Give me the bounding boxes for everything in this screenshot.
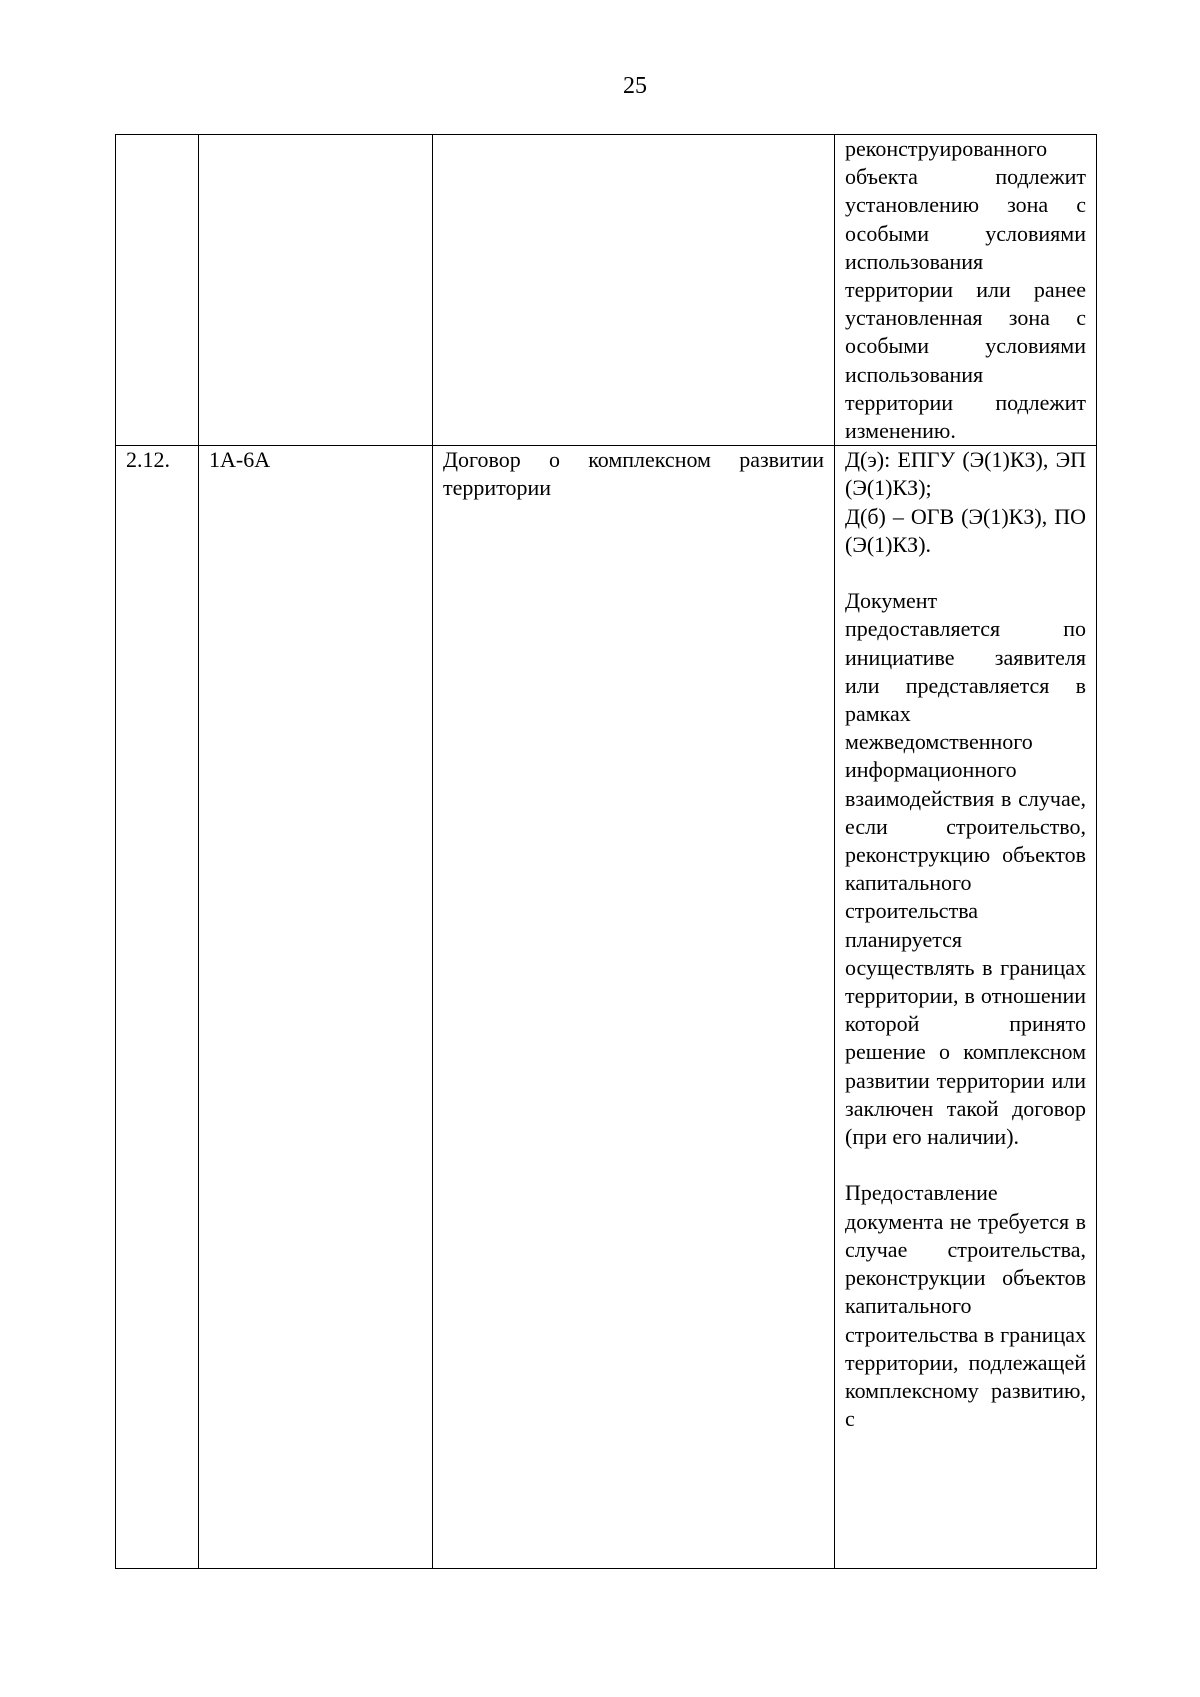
conditions-paragraph: реконструированного объекта подлежит установлению зона с особыми условиями использования территории или ранее установленная зона с особыми условиями использования территории подлежит изменению. [845,136,1086,444]
row-number-cell: 2.12. [116,446,199,1569]
conditions-cell [835,446,1097,1569]
requirements-table [115,134,1097,1569]
table-row [116,446,1097,1569]
conditions-paragraph: Д(э): ЕПГУ (Э(1)КЗ), ЭП (Э(1)КЗ); [845,447,1086,501]
conditions-paragraph: Д(б) – ОГВ (Э(1)КЗ), ПО (Э(1)КЗ). [845,503,1086,557]
table-row [116,135,1097,446]
conditions-paragraph: Документ предоставляется по инициативе заявителя или представляется в рамках межведомственного информационного взаимодействия в случае, если строительство, реконструкцию объектов капитального строительства планируется осуществлять в границах территории, в отношении которой принято решение о комплексном развитии территории или заключен такой договор (при его наличии). [845,588,1086,1150]
code-cell: 1А-6А [199,446,433,1569]
conditions-cell [835,135,1097,446]
row-number-cell [116,135,199,446]
document-name-cell [433,135,835,446]
document-name-cell: Договор о комплексном развитии территории [433,446,835,1569]
page-number: 25 [623,73,647,99]
code-cell [199,135,433,446]
conditions-paragraph: Предоставление документа не требуется в случае строительства, реконструкции объектов капитального строительства в границах территории, подлежащей комплексному развитию, с [845,1180,1086,1432]
